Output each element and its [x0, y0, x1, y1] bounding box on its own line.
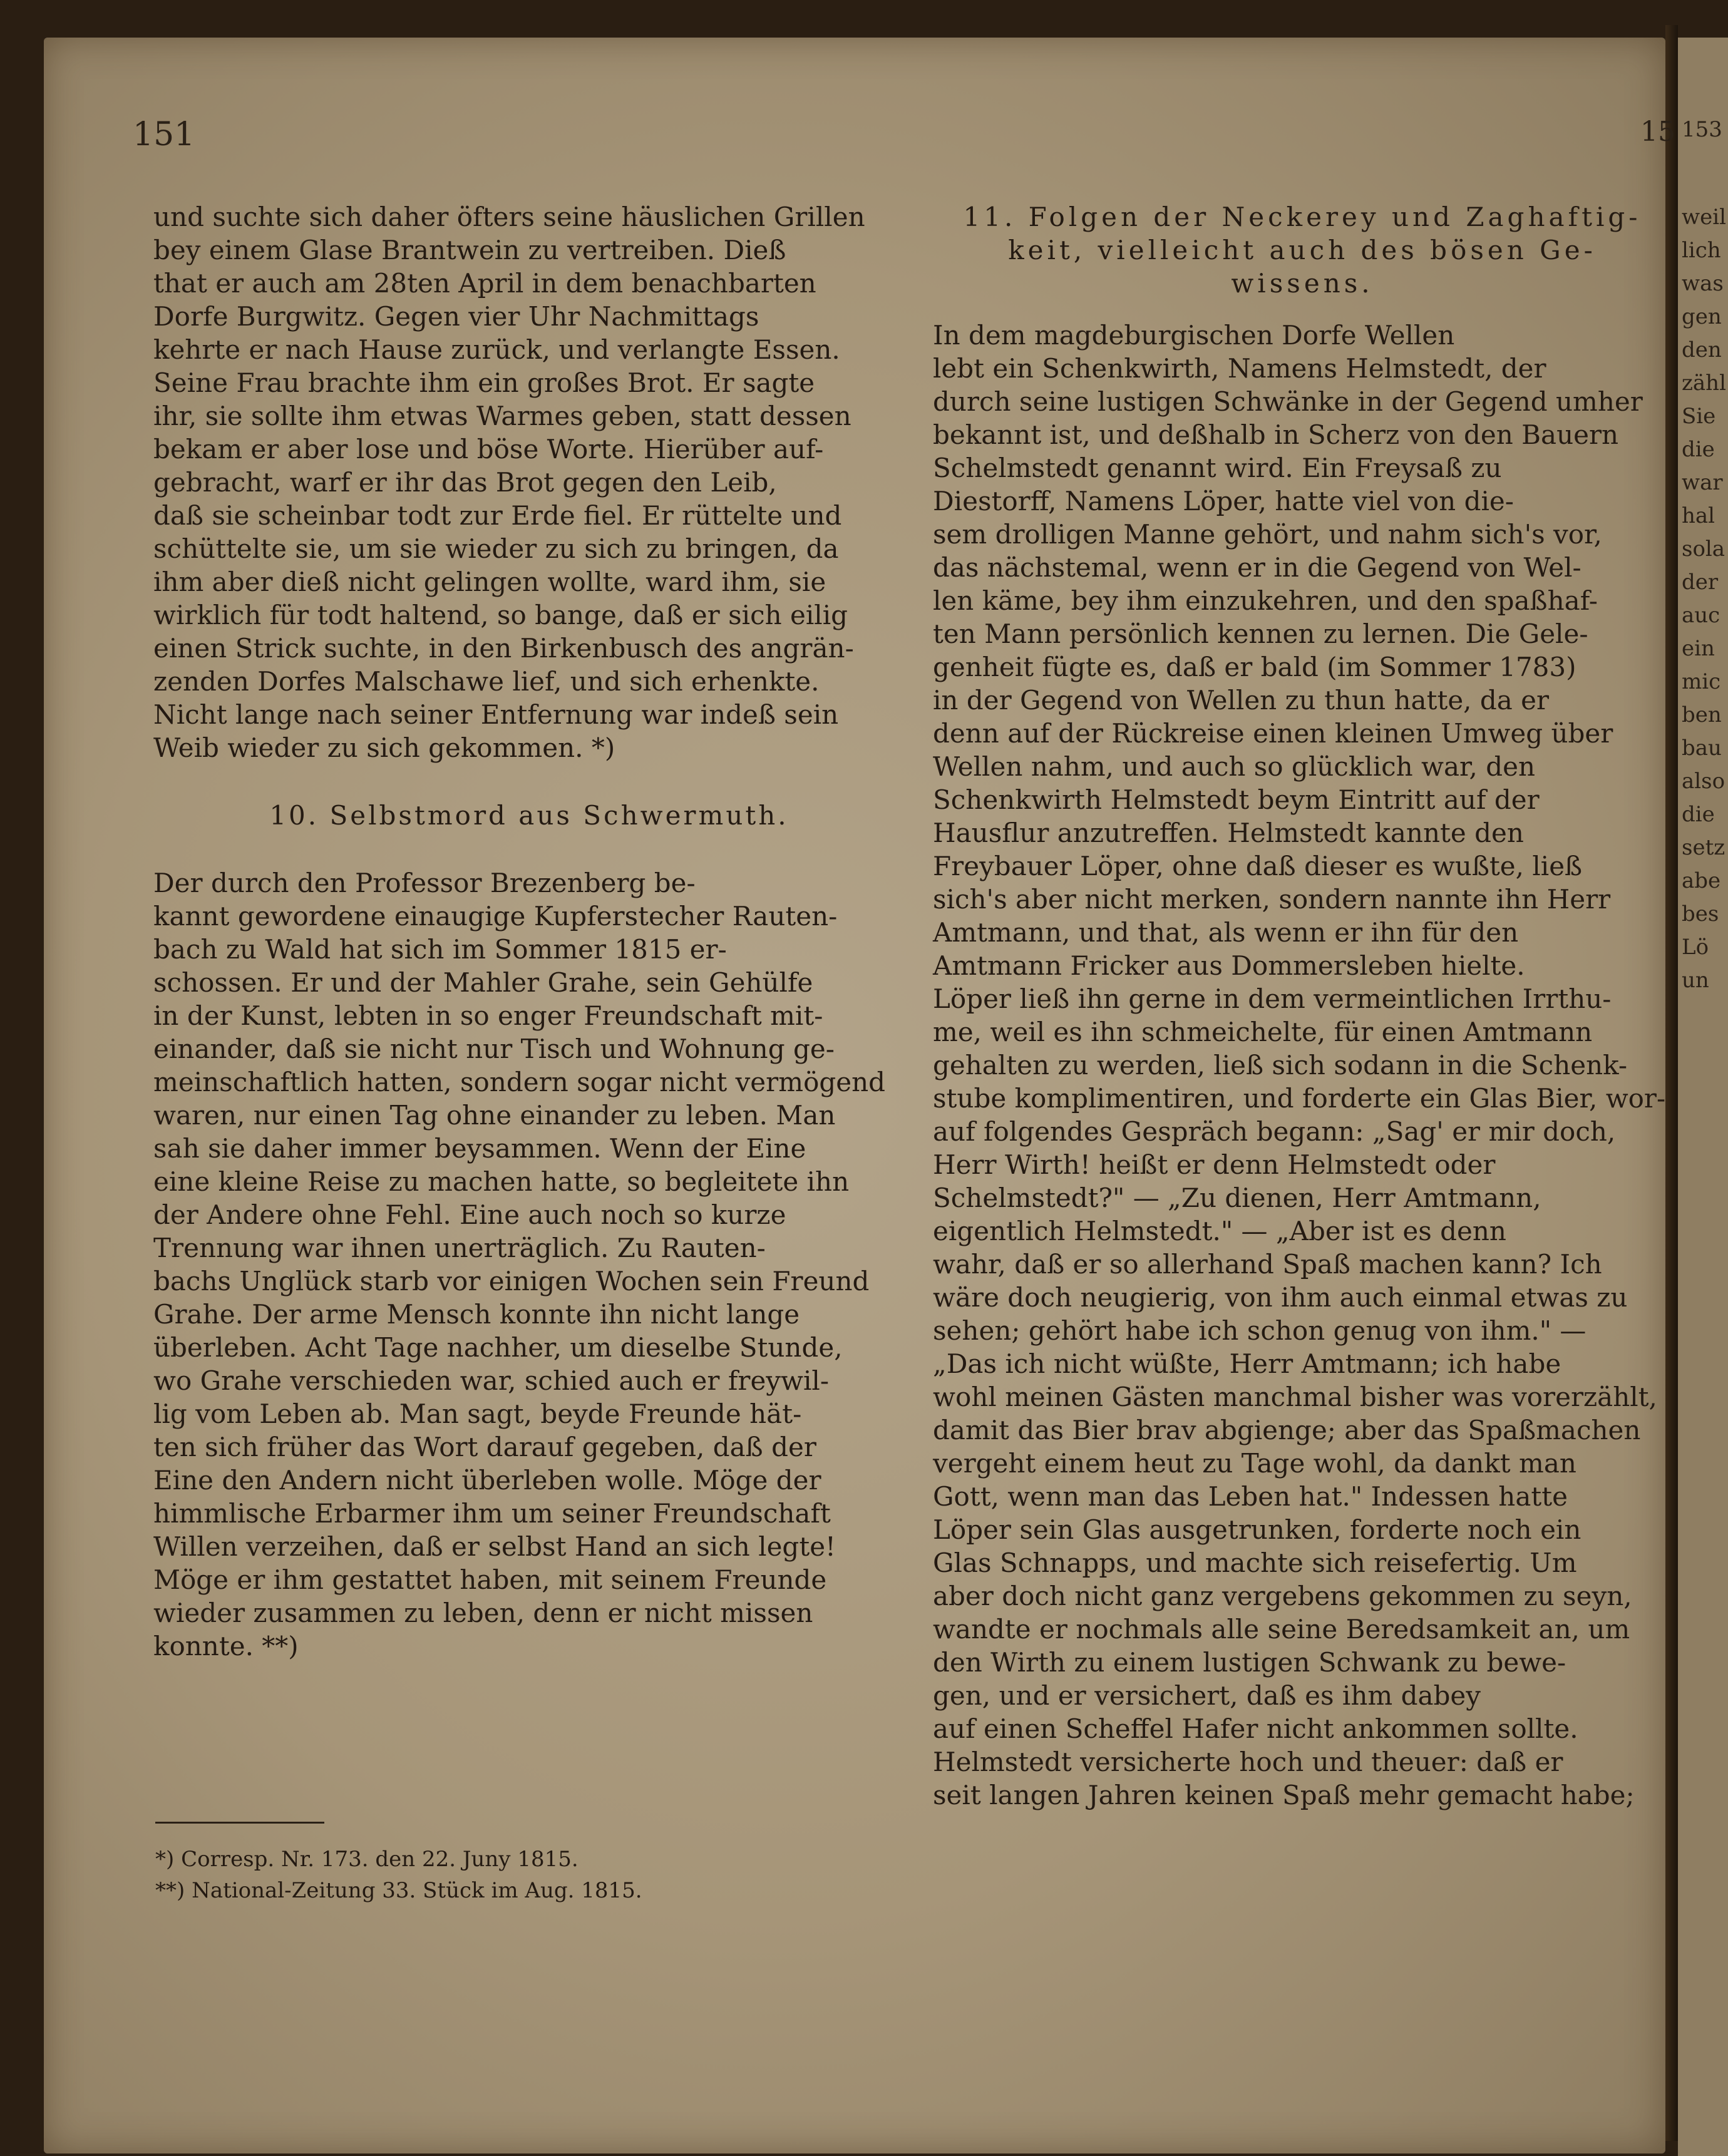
- text-line: Amtmann Fricker aus Dommersleben hielte.: [933, 950, 1525, 981]
- page-number-left: 151: [133, 116, 195, 153]
- text-line: Möge er ihm gestattet haben, mit seinem Freunde: [153, 1564, 827, 1595]
- text-line: me, weil es ihn schmeichelte, für einen Amtmann: [933, 1017, 1593, 1047]
- text-line: schüttelte sie, um sie wieder zu sich zu bringen, da: [153, 533, 839, 564]
- next-page-fragment: setz: [1682, 835, 1725, 860]
- text-line: Schelmstedt genannt wird. Ein Freysaß zu: [933, 453, 1502, 483]
- text-line: sich's aber nicht merken, sondern nannte ihn Herr: [933, 884, 1611, 915]
- next-page-fragment: gen: [1682, 304, 1722, 329]
- text-line: Herr Wirth! heißt er denn Helmstedt oder: [933, 1149, 1496, 1180]
- left-paragraph-2: [153, 866, 905, 1663]
- text-line: Eine den Andern nicht überleben wolle. Möge der: [153, 1465, 821, 1496]
- text-line: Trennung war ihnen unerträglich. Zu Rauten-: [153, 1233, 766, 1263]
- text-line: den Wirth zu einem lustigen Schwank zu bewe-: [933, 1647, 1566, 1678]
- text-line: Freybauer Löper, ohne daß dieser es wußte, ließ: [933, 851, 1583, 881]
- text-line: daß sie scheinbar todt zur Erde fiel. Er rüttelte und: [153, 500, 842, 531]
- text-line: bey einem Glase Brantwein zu vertreiben. Dieß: [153, 235, 786, 265]
- left-column: [153, 200, 905, 1663]
- text-line: wäre doch neugierig, von ihm auch einmal etwas zu: [933, 1282, 1628, 1313]
- text-line: in der Kunst, lebten in so enger Freundschaft mit-: [153, 1000, 823, 1031]
- section-heading-11: [933, 200, 1672, 300]
- text-line: aber doch nicht ganz vergebens gekommen zu seyn,: [933, 1581, 1632, 1611]
- text-line: himmlische Erbarmer ihm um seiner Freundschaft: [153, 1498, 831, 1529]
- text-line: Gott, wenn man das Leben hat." Indessen hatte: [933, 1481, 1568, 1512]
- page-number-next: 153: [1682, 117, 1722, 142]
- text-line: gebracht, warf er ihr das Brot gegen den Leib,: [153, 467, 777, 498]
- text-line: durch seine lustigen Schwänke in der Gegend umher: [933, 386, 1643, 417]
- next-page-fragment: bau: [1682, 736, 1722, 761]
- footnote-1: *) Corresp. Nr. 173. den 22. Juny 1815.: [155, 1847, 579, 1872]
- left-paragraph-1: [153, 200, 905, 764]
- text-line: der Andere ohne Fehl. Eine auch noch so kurze: [153, 1199, 786, 1230]
- text-line: überleben. Acht Tage nachher, um dieselbe Stunde,: [153, 1332, 843, 1363]
- text-line: Willen verzeihen, daß er selbst Hand an sich legte!: [153, 1531, 836, 1562]
- text-line: genheit fügte es, daß er bald (im Sommer 1783): [933, 652, 1576, 682]
- footnote-2: **) National-Zeitung 33. Stück im Aug. 1815.: [155, 1878, 642, 1903]
- text-line: sah sie daher immer beysammen. Wenn der Eine: [153, 1133, 806, 1164]
- next-page-fragment: ben: [1682, 702, 1722, 727]
- text-line: Wellen nahm, und auch so glücklich war, den: [933, 751, 1536, 782]
- text-line: damit das Bier brav abgienge; aber das Spaßmachen: [933, 1415, 1641, 1445]
- text-line: zenden Dorfes Malschawe lief, und sich erhenkte.: [153, 666, 820, 697]
- next-page-fragment: die: [1682, 802, 1715, 827]
- text-line: auf folgendes Gespräch begann: „Sag' er mir doch,: [933, 1116, 1616, 1147]
- next-page-fragment: un: [1682, 968, 1709, 993]
- text-line: das nächstemal, wenn er in die Gegend von Wel-: [933, 552, 1581, 583]
- section-heading-10: 10. Selbstmord aus Schwermuth.: [269, 800, 789, 831]
- text-line: Weib wieder zu sich gekommen. *): [153, 732, 615, 763]
- text-line: sehen; gehört habe ich schon genug von ihm." —: [933, 1315, 1587, 1346]
- text-line: lig vom Leben ab. Man sagt, beyde Freunde hät-: [153, 1399, 802, 1429]
- page-number-right: 15: [1640, 116, 1675, 148]
- text-line: wandte er nochmals alle seine Beredsamkeit an, um: [933, 1614, 1630, 1645]
- text-line: denn auf der Rückreise einen kleinen Umweg über: [933, 718, 1613, 749]
- text-line: wieder zusammen zu leben, denn er nicht missen: [153, 1598, 813, 1628]
- next-page-fragment: den: [1682, 337, 1722, 362]
- text-line: len käme, bey ihm einzukehren, und den spaßhaf-: [933, 585, 1598, 616]
- text-line: Löper ließ ihn gerne in dem vermeintlichen Irrthu-: [933, 983, 1612, 1014]
- text-line: Helmstedt versicherte hoch und theuer: daß er: [933, 1747, 1563, 1777]
- text-line: meinschaftlich hatten, sondern sogar nicht vermögend: [153, 1067, 886, 1097]
- text-line: bekannt ist, und deßhalb in Scherz von den Bauern: [933, 419, 1619, 450]
- text-line: waren, nur einen Tag ohne einander zu leben. Man: [153, 1100, 836, 1131]
- text-line: Schelmstedt?" — „Zu dienen, Herr Amtmann,: [933, 1183, 1541, 1213]
- text-line: stube komplimentiren, und forderte ein Glas Bier, wor-: [933, 1083, 1666, 1114]
- text-line: Schenkwirth Helmstedt beym Eintritt auf der: [933, 784, 1540, 815]
- right-paragraph: [933, 319, 1672, 1812]
- text-line: gen, und er versichert, daß es ihm dabey: [933, 1680, 1481, 1711]
- text-line: schossen. Er und der Mahler Grahe, sein Gehülfe: [153, 967, 813, 998]
- heading-line: wissens.: [1231, 268, 1374, 299]
- next-page-edge: [1678, 38, 1728, 2156]
- next-page-fragment: weil: [1682, 205, 1726, 230]
- text-line: wirklich für todt haltend, so bange, daß er sich eilig: [153, 600, 848, 630]
- next-page-fragment: mic: [1682, 669, 1721, 694]
- text-line: gehalten zu werden, ließ sich sodann in die Schenk-: [933, 1050, 1628, 1081]
- next-page-fragment: bes: [1682, 901, 1719, 927]
- text-line: wohl meinen Gästen manchmal bisher was vorerzählt,: [933, 1382, 1657, 1412]
- text-line: Glas Schnapps, und machte sich reisefertig. Um: [933, 1548, 1577, 1578]
- next-page-fragment: der: [1682, 570, 1719, 595]
- text-line: in der Gegend von Wellen zu thun hatte, da er: [933, 685, 1550, 716]
- next-page-fragment: also: [1682, 769, 1725, 794]
- text-line: vergeht einem heut zu Tage wohl, da dankt man: [933, 1448, 1576, 1479]
- text-line: kannt gewordene einaugige Kupferstecher Rauten-: [153, 901, 838, 932]
- text-line: „Das ich nicht wüßte, Herr Amtmann; ich habe: [933, 1348, 1561, 1379]
- text-line: ten Mann persönlich kennen zu lernen. Die Gele-: [933, 619, 1588, 649]
- next-page-fragment: zähl: [1682, 371, 1726, 396]
- text-line: ten sich früher das Wort darauf gegeben, daß der: [153, 1432, 816, 1462]
- footnotes: [155, 1844, 642, 1906]
- text-line: Nicht lange nach seiner Entfernung war indeß sein: [153, 699, 839, 730]
- text-line: Der durch den Professor Brezenberg be-: [153, 868, 696, 898]
- text-line: bachs Unglück starb vor einigen Wochen sein Freund: [153, 1266, 870, 1296]
- next-page-fragment: abe: [1682, 868, 1721, 893]
- next-page-fragment: auc: [1682, 603, 1720, 628]
- text-line: wo Grahe verschieden war, schied auch er freywil-: [153, 1365, 830, 1396]
- next-page-fragment: sola: [1682, 536, 1725, 562]
- text-line: Diestorff, Namens Löper, hatte viel von die-: [933, 486, 1514, 516]
- text-line: In dem magdeburgischen Dorfe Wellen: [933, 320, 1455, 351]
- text-line: ihm aber dieß nicht gelingen wollte, ward ihm, sie: [153, 567, 826, 597]
- text-line: Amtmann, und that, als wenn er ihn für den: [933, 917, 1519, 948]
- text-line: Seine Frau brachte ihm ein großes Brot. Er sagte: [153, 367, 815, 398]
- next-page-fragment: hal: [1682, 503, 1715, 528]
- text-line: kehrte er nach Hause zurück, und verlangte Essen.: [153, 334, 840, 365]
- text-line: konnte. **): [153, 1631, 299, 1661]
- heading-line: keit, vielleicht auch des bösen Ge-: [1008, 235, 1597, 265]
- text-line: that er auch am 28ten April in dem benachbarten: [153, 268, 816, 299]
- text-line: Hausflur anzutreffen. Helmstedt kannte den: [933, 818, 1524, 848]
- text-line: seit langen Jahren keinen Spaß mehr gemacht habe;: [933, 1780, 1635, 1810]
- text-line: auf einen Scheffel Hafer nicht ankommen sollte.: [933, 1713, 1578, 1744]
- next-page-fragment: ein: [1682, 636, 1715, 661]
- next-page-fragment: lich: [1682, 238, 1721, 263]
- text-line: bekam er aber lose und böse Worte. Hierüber auf-: [153, 434, 824, 465]
- text-line: Dorfe Burgwitz. Gegen vier Uhr Nachmittags: [153, 301, 759, 332]
- text-line: einen Strick suchte, in den Birkenbusch des angrän-: [153, 633, 854, 664]
- text-line: einander, daß sie nicht nur Tisch und Wohnung ge-: [153, 1034, 835, 1064]
- next-page-fragment: war: [1682, 470, 1723, 495]
- text-line: eigentlich Helmstedt." — „Aber ist es denn: [933, 1216, 1506, 1246]
- text-line: ihr, sie sollte ihm etwas Warmes geben, statt dessen: [153, 401, 851, 431]
- next-page-fragment: die: [1682, 437, 1715, 462]
- next-page-fragment: Lö: [1682, 935, 1709, 960]
- text-line: sem drolligen Manne gehört, und nahm sich's vor,: [933, 519, 1602, 550]
- footnote-rule: [155, 1822, 324, 1824]
- text-line: lebt ein Schenkwirth, Namens Helmstedt, der: [933, 353, 1546, 384]
- text-line: bach zu Wald hat sich im Sommer 1815 er-: [153, 934, 727, 965]
- text-line: Grahe. Der arme Mensch konnte ihn nicht lange: [153, 1299, 800, 1330]
- text-line: wahr, daß er so allerhand Spaß machen kann? Ich: [933, 1249, 1602, 1280]
- next-page-fragment: was: [1682, 271, 1724, 296]
- heading-line: 11. Folgen der Neckerey und Zaghaftig-: [963, 202, 1642, 232]
- right-column: [933, 200, 1672, 1812]
- text-line: eine kleine Reise zu machen hatte, so begleitete ihn: [153, 1166, 850, 1197]
- text-line: Löper sein Glas ausgetrunken, forderte noch ein: [933, 1514, 1581, 1545]
- next-page-fragment: Sie: [1682, 404, 1716, 429]
- text-line: und suchte sich daher öfters seine häuslichen Grillen: [153, 202, 865, 232]
